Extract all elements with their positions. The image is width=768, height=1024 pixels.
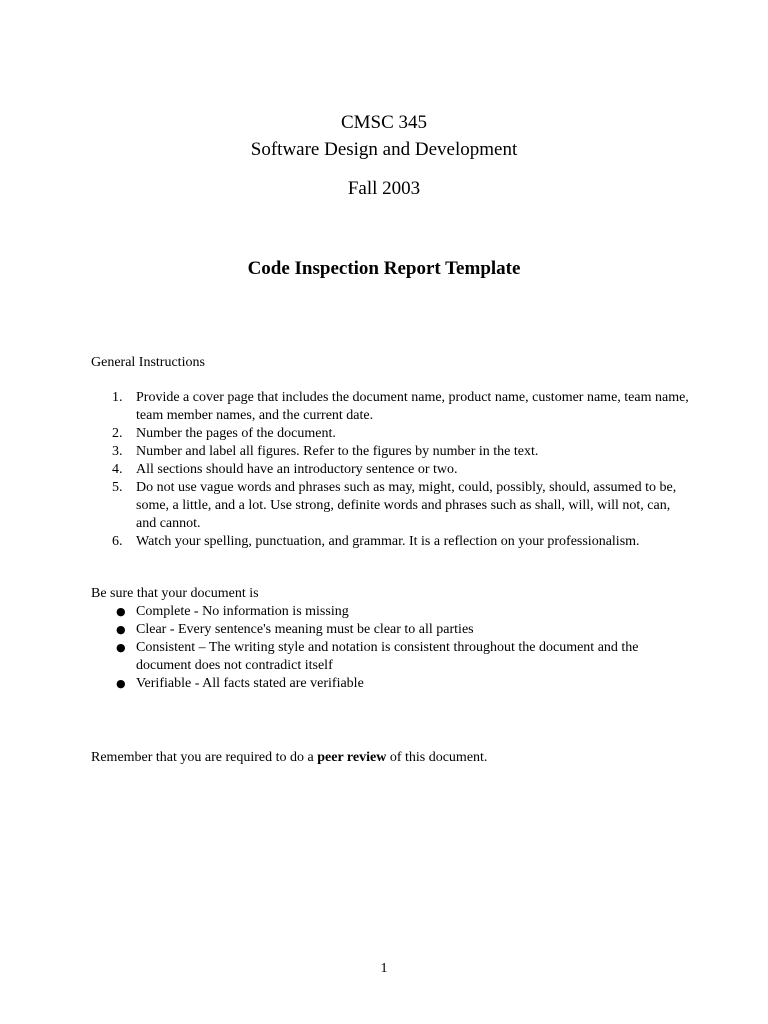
instruction-number: 3. bbox=[112, 444, 123, 459]
course-code: CMSC 345 bbox=[340, 112, 428, 133]
instruction-item bbox=[91, 443, 691, 461]
course-name: Software Design and Development bbox=[250, 139, 518, 160]
term: Fall 2003 bbox=[347, 178, 421, 199]
quality-item bbox=[91, 639, 691, 675]
qualities-intro: Be sure that your document is bbox=[91, 586, 259, 601]
instructions-list bbox=[91, 389, 691, 551]
instruction-item bbox=[91, 461, 691, 479]
instruction-text: Provide a cover page that includes the document name, product name, customer name, team name, team member names, and the current date. bbox=[136, 390, 689, 423]
instruction-item bbox=[91, 389, 691, 425]
bullet-icon: ● bbox=[116, 623, 126, 636]
reminder-text-after: of this document. bbox=[386, 750, 488, 765]
instruction-item bbox=[91, 533, 691, 551]
quality-item bbox=[91, 675, 691, 693]
quality-text: Complete - No information is missing bbox=[136, 604, 349, 619]
quality-text: Clear - Every sentence's meaning must be clear to all parties bbox=[136, 622, 474, 637]
reminder-text-before: Remember that you are required to do a bbox=[91, 750, 318, 765]
reminder-emphasis: peer review bbox=[317, 750, 387, 765]
instruction-number: 6. bbox=[112, 534, 123, 549]
document-title: Code Inspection Report Template bbox=[247, 258, 521, 279]
quality-item bbox=[91, 603, 691, 621]
instruction-number: 5. bbox=[112, 480, 123, 495]
bullet-icon: ● bbox=[116, 677, 126, 690]
page-number: 1 bbox=[380, 961, 388, 976]
instruction-number: 4. bbox=[112, 462, 123, 477]
instruction-item bbox=[91, 479, 691, 533]
instruction-text: Number the pages of the document. bbox=[136, 426, 336, 441]
instruction-item bbox=[91, 425, 691, 443]
instruction-text: Number and label all figures. Refer to the figures by number in the text. bbox=[136, 444, 539, 459]
bullet-icon: ● bbox=[116, 605, 126, 618]
quality-text: Consistent – The writing style and notation is consistent throughout the document and the document does not contradict itself bbox=[136, 640, 639, 673]
general-instructions-heading: General Instructions bbox=[91, 355, 205, 370]
instruction-text: Watch your spelling, punctuation, and grammar. It is a reflection on your professionalism. bbox=[136, 534, 640, 549]
peer-review-reminder bbox=[91, 749, 487, 767]
qualities-list bbox=[91, 603, 691, 693]
quality-item bbox=[91, 621, 691, 639]
quality-text: Verifiable - All facts stated are verifiable bbox=[136, 676, 364, 691]
instruction-text: All sections should have an introductory sentence or two. bbox=[136, 462, 458, 477]
bullet-icon: ● bbox=[116, 641, 126, 654]
instruction-number: 1. bbox=[112, 390, 123, 405]
instruction-text: Do not use vague words and phrases such as may, might, could, possibly, should, assumed to be, some, a little, and a lot. Use strong, definite words and phrases such as shall, will, will not, can, and cannot. bbox=[136, 480, 677, 531]
instruction-number: 2. bbox=[112, 426, 123, 441]
